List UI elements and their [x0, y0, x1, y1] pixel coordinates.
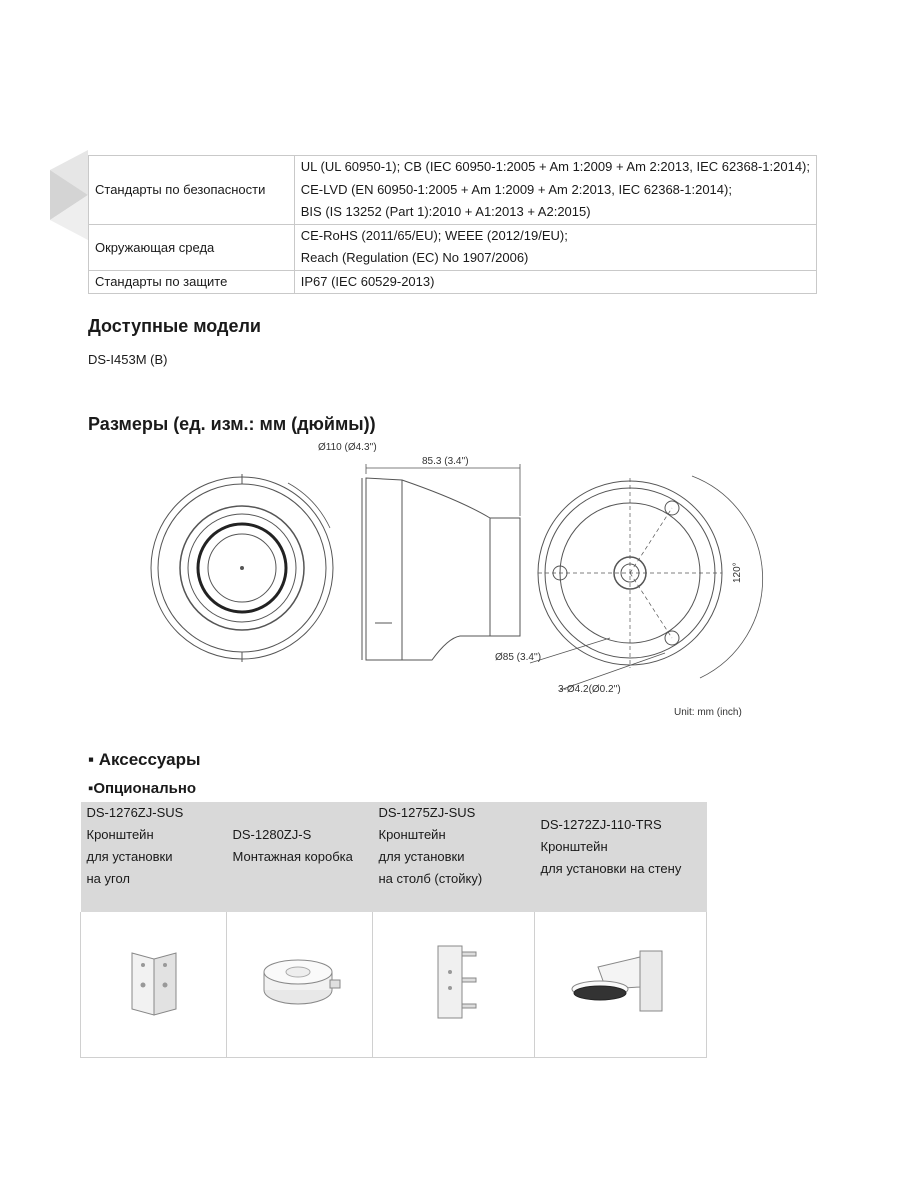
accessory-header: [81, 802, 227, 912]
accessory-image-cell: [227, 912, 373, 1058]
dim-diameter-outer: Ø110 (Ø4.3''): [318, 442, 377, 453]
accessory-desc: для установки: [86, 849, 173, 864]
accessories-table: [80, 802, 707, 1058]
unit-note: Unit: mm (inch): [674, 707, 742, 718]
spec-value: [294, 270, 816, 294]
spec-line: CE-RoHS (2011/65/EU); WEEE (2012/19/EU);: [300, 227, 568, 243]
models-title: Доступные модели: [88, 316, 261, 336]
accessory-desc: для установки: [378, 849, 465, 864]
accessory-model: DS-1272ZJ-110-TRS: [540, 817, 662, 832]
accessory-desc: на угол: [86, 871, 131, 886]
wall-bracket-icon: [566, 947, 676, 1017]
junction-box-icon: [258, 950, 342, 1014]
dimensions-drawing: [140, 438, 770, 723]
table-row: [89, 156, 817, 225]
base-view: [530, 476, 763, 690]
accessory-header: [535, 802, 707, 912]
table-row: [81, 912, 707, 1058]
spec-label: Стандарты по защите: [89, 270, 295, 294]
dim-diameter-base: Ø85 (3.4''): [495, 652, 542, 663]
spec-value: [294, 156, 816, 225]
accessories-subtitle: ▪Опционально: [88, 780, 197, 797]
spec-value: [294, 224, 816, 270]
pole-bracket-icon: [424, 942, 484, 1022]
spec-label: Окружающая среда: [89, 224, 295, 270]
accessory-desc: Кронштейн: [86, 827, 154, 842]
spec-table: [88, 155, 817, 294]
accessory-image-cell: [373, 912, 535, 1058]
accessories-subtitle-text: Опционально: [93, 780, 197, 797]
accessory-desc: Монтажная коробка: [232, 849, 353, 864]
table-row: [89, 270, 817, 294]
accessory-desc: на столб (стойку): [378, 871, 483, 886]
brand-watermark-icon: [50, 150, 90, 240]
model-item: DS-I453M (B): [88, 352, 168, 367]
accessory-desc: Кронштейн: [378, 827, 446, 842]
accessory-model: DS-1275ZJ-SUS: [378, 805, 476, 820]
dim-angle: 120°: [732, 562, 743, 583]
accessory-header: [373, 802, 535, 912]
accessory-header: [227, 802, 373, 912]
table-row: [89, 224, 817, 270]
front-view: [151, 474, 333, 662]
spec-line: IP67 (IEC 60529-2013): [300, 273, 435, 289]
spec-line: CE-LVD (EN 60950-1:2005 + Am 1:2009 + Am 2:2013, IEC 62368-1:2014);: [300, 181, 732, 197]
accessory-desc: Кронштейн: [540, 839, 608, 854]
spec-line: UL (UL 60950-1); CB (IEC 60950-1:2005 + Am 1:2009 + Am 2:2013, IEC 62368-1:2014);: [300, 159, 810, 174]
dimensions-title: Размеры (ед. изм.: мм (дюймы)): [88, 414, 376, 434]
accessory-model: DS-1276ZJ-SUS: [86, 805, 184, 820]
accessory-desc: для установки на стену: [540, 861, 682, 876]
side-view: [362, 464, 520, 660]
accessories-title-text: Аксессуары: [98, 750, 201, 769]
spec-line: BIS (IS 13252 (Part 1):2010 + A1:2013 + A2:2015): [300, 204, 591, 219]
accessory-image-cell: [81, 912, 227, 1058]
table-row: [81, 802, 707, 912]
spec-label: Стандарты по безопасности: [89, 156, 295, 225]
corner-bracket-icon: [124, 945, 184, 1020]
spec-line: Reach (Regulation (EC) No 1907/2006): [300, 250, 529, 265]
accessory-model: DS-1280ZJ-S: [232, 827, 312, 842]
accessories-title: ▪ Аксессуары: [88, 750, 201, 769]
dim-depth: 85.3 (3.4''): [422, 456, 469, 467]
accessory-image-cell: [535, 912, 707, 1058]
dim-holes: 3-Ø4.2(Ø0.2''): [558, 684, 621, 695]
